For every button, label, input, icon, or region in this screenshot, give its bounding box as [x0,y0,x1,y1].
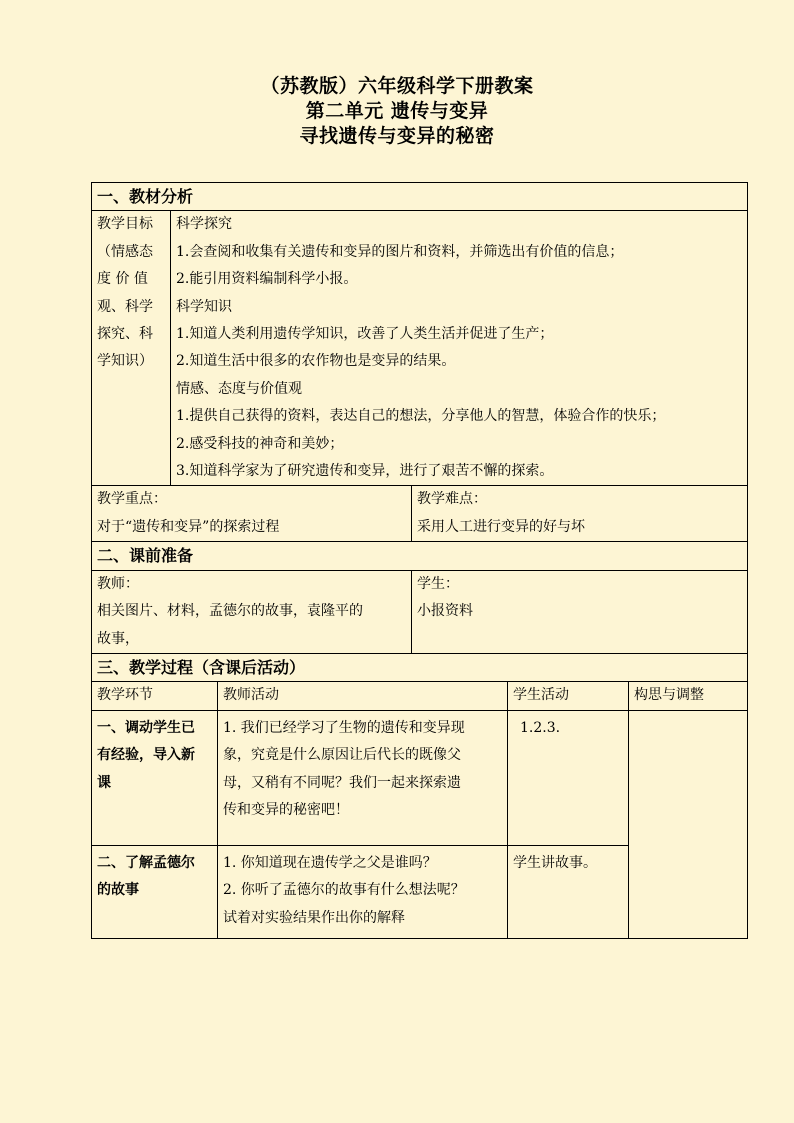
teacher-activity-line: 象，究竟是什么原因让后代长的既像父 [223,747,461,764]
key-point-label: 教学重点： [97,491,167,508]
teacher-prep-cell [92,570,412,653]
goal-line: 科学探究 [176,216,232,233]
goal-line: 1.提供自己获得的资料，表达自己的想法，分享他人的智慧，体验合作的快乐； [176,408,666,425]
goal-line: 1.会查阅和收集有关遗传和变异的图片和资料，并筛选出有价值的信息； [176,243,624,260]
teacher-activity-line: 试着对实验结果作出你的解释 [223,909,405,926]
stage-line: 的故事 [97,882,139,899]
section-heading: 三、教学过程（含课后活动） [92,653,748,681]
student-prep-text: 小报资料 [417,603,473,620]
goal-line: 情感、态度与价值观 [176,380,302,397]
key-point-cell [92,486,412,542]
goal-line: 2.感受科技的神奇和美妙； [176,435,344,452]
student-prep-cell [412,570,748,653]
teacher-activity-cell [218,845,508,938]
preparation-row [92,570,748,653]
goal-line: 2.能引用资料编制科学小报。 [176,271,358,288]
teacher-activity-line: 1. 你知道现在遗传学之父是谁吗？ [223,854,437,871]
notes-cell [629,710,748,938]
goal-line: 2.知道生活中很多的农作物也是变异的结果。 [176,353,456,370]
goal-label-line: 教学目标 [97,216,153,233]
key-difficulty-row [92,486,748,542]
goal-label-line: 观、科学 [97,298,153,315]
student-prep-label: 学生： [417,575,459,592]
process-header-row [92,682,748,710]
doc-title: （苏教版）六年级科学下册教案 [260,75,534,97]
goal-label-line: 学知识） [97,353,153,370]
teacher-activity-line: 2. 你听了孟德尔的故事有什么想法呢？ [223,882,465,899]
teacher-activity-line: 传和变异的秘密吧！ [223,801,349,818]
stage-line: 二、了解孟德尔 [97,854,195,871]
process-row [92,710,748,845]
difficulty-text: 采用人工进行变异的好与坏 [417,518,585,535]
goal-label-cell [92,211,171,486]
goal-line: 科学知识 [176,298,232,315]
stage-line: 有经验，导入新 [97,747,195,764]
stage-line: 一、调动学生已 [97,719,195,736]
goal-label-line: 度 价 值 [97,271,148,288]
teacher-prep-label: 教师： [97,575,139,592]
column-header-student: 学生活动 [508,682,629,710]
unit-title: 第二单元 遗传与变异 [305,100,489,122]
goal-line: 3.知道科学家为了研究遗传和变异，进行了艰苦不懈的探索。 [176,463,554,480]
stage-cell [92,710,218,845]
section-heading: 二、课前准备 [92,542,748,570]
column-header-notes: 构思与调整 [629,682,748,710]
difficulty-cell [412,486,748,542]
teacher-activity-cell [218,710,508,845]
column-header-stage: 教学环节 [92,682,218,710]
lesson-title: 寻找遗传与变异的秘密 [299,125,495,147]
section-row [92,542,748,570]
goal-label-line: （情感态 [97,243,153,260]
teacher-activity-line: 1. 我们已经学习了生物的遗传和变异现 [223,719,465,736]
difficulty-label: 教学难点： [417,491,487,508]
section-heading: 一、教材分析 [92,183,748,211]
goal-label-line: 探究、科 [97,326,153,343]
stage-cell [92,845,218,938]
teacher-prep-line: 故事， [97,630,139,647]
student-activity-cell: 学生讲故事。 [508,845,629,938]
student-activity-cell: 1.2.3. [508,710,629,845]
teaching-goal-row [92,211,748,486]
section-row [92,183,748,211]
column-header-teacher: 教师活动 [218,682,508,710]
title-block [0,74,794,149]
teacher-prep-line: 相关图片、材料，孟德尔的故事，袁隆平的 [97,603,363,620]
stage-line: 课 [97,774,111,791]
goal-line: 1.知道人类利用遗传学知识，改善了人类生活并促进了生产； [176,326,554,343]
goal-content-cell [171,211,748,486]
key-point-text: 对于“遗传和变异”的探索过程 [97,518,280,535]
lesson-plan-table [91,182,748,939]
section-row [92,653,748,681]
teacher-activity-line: 母，又稍有不同呢？我们一起来探索遗 [223,774,461,791]
